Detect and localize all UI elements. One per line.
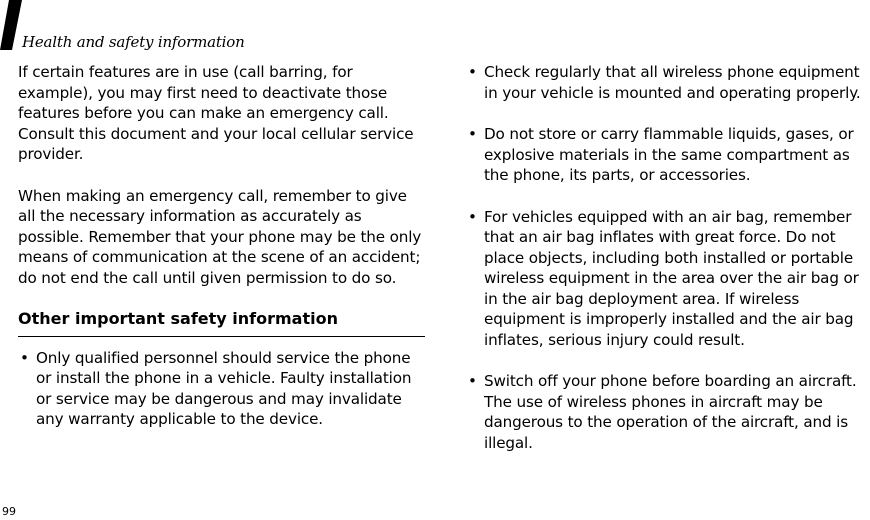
left-column bbox=[18, 62, 428, 451]
bullet-item: • For vehicles equipped with an air bag, remember that an air bag inflates with great force. Do not place objects, including both installed or portable wireless equipment in the area over the air bag or in the air bag deployment area. If wireless equipment is improperly installed and the air bag inflates, serious injury could result. bbox=[466, 207, 870, 351]
header-accent-bar bbox=[0, 0, 22, 50]
paragraph: When making an emergency call, remember to give all the necessary information as accurately as possible. Remember that your phone may be the only means of communication at the scene of an accident; do not end the call until given permission to do so. bbox=[18, 186, 422, 287]
bullet-item: • Do not store or carry flammable liquids, gases, or explosive materials in the same compartment as the phone, its parts, or accessories. bbox=[466, 124, 870, 186]
page-number: 99 bbox=[2, 505, 16, 518]
bullet-item: • Check regularly that all wireless phone equipment in your vehicle is mounted and operating properly. bbox=[466, 62, 870, 103]
bullet-item: • Switch off your phone before boarding an aircraft. The use of wireless phones in aircraft may be dangerous to the operation of the aircraft, and is illegal. bbox=[466, 371, 870, 453]
right-column bbox=[466, 62, 870, 474]
paragraph: If certain features are in use (call barring, for example), you may first need to deactivate those features before you can make an emergency call. Consult this document and your local cellular service provider. bbox=[18, 63, 414, 163]
bullet-item: • Only qualified personnel should service the phone or install the phone in a vehicle. Faulty installation or service may be dangerous and may invalidate any warranty applicable to the device. bbox=[18, 348, 428, 430]
bullet-list bbox=[466, 62, 870, 453]
bullet-list bbox=[18, 348, 428, 430]
page-header-title: Health and safety information bbox=[22, 33, 245, 51]
section-heading: Other important safety information bbox=[18, 309, 425, 337]
